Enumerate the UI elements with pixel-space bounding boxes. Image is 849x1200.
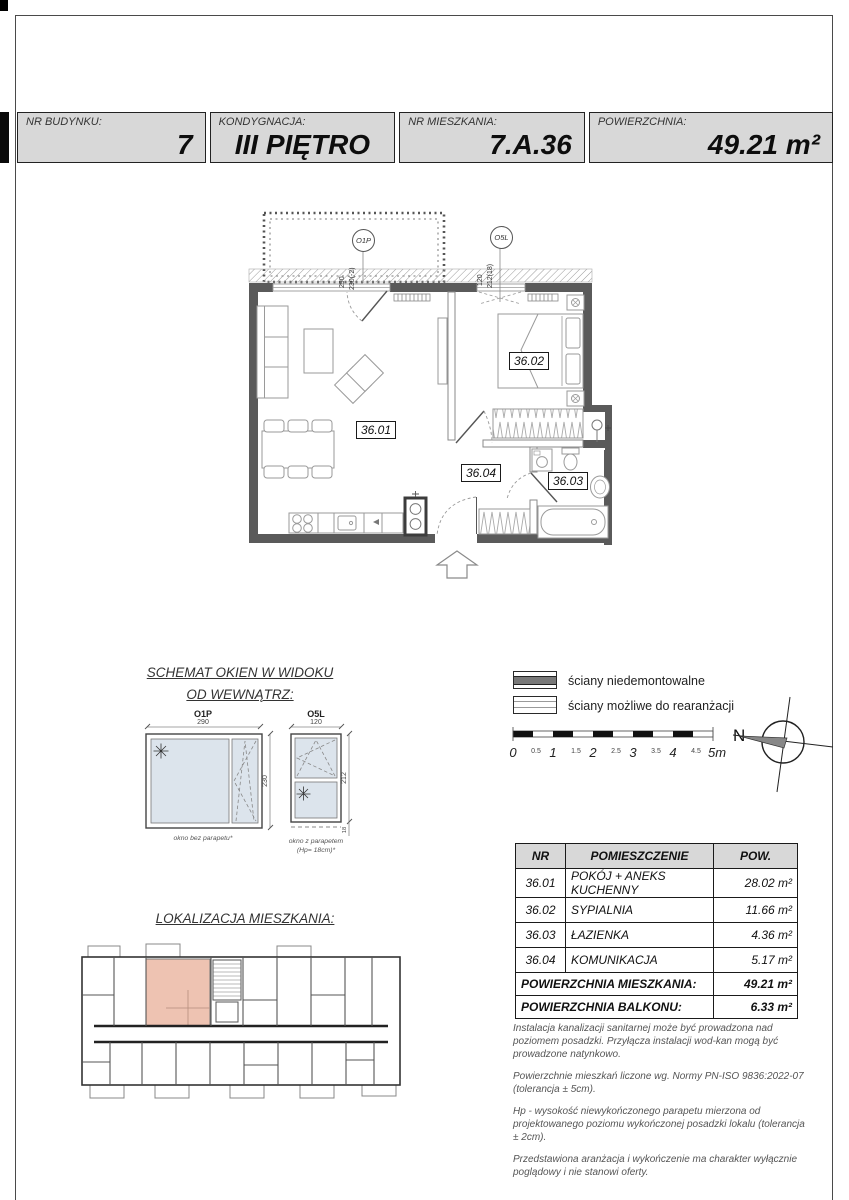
legend-label-solid-wall: ściany niedemontowalne [568,674,705,688]
window-callout-o5l: O5L [490,226,513,249]
header-cell-floor [210,112,396,163]
svg-text:18: 18 [342,826,348,834]
area-value: 49.21 m² [707,129,820,160]
location-stairwell [213,960,241,1022]
o1p-height-dim: 230(-2) [349,267,356,290]
bedroom-door [456,411,492,443]
o1p-width-dim: 290 [339,276,346,288]
scale-5m: 5m [707,745,727,760]
plumbing-shaft [405,491,426,535]
note-hp: Hp - wysokość niewykończonego parapetu mierzona od projektowanego poziomu wykończonej posadzki lokalu (tolerancja ± 2cm). [513,1106,805,1143]
scale-45: 4.5 [691,748,701,755]
print-mark-corner [0,0,8,11]
table-row [516,898,798,923]
legend-symbol-solid-wall [513,671,557,689]
table-header-row [516,844,798,869]
entrance-door [437,497,477,535]
row-nr: 36.01 [516,869,566,898]
floor-plan-drawing [230,195,650,595]
facade-hatch-band [249,269,592,282]
row-nr: 36.03 [516,923,566,948]
scale-15: 1.5 [571,748,581,755]
scale-35: 3.5 [651,748,661,755]
window-o1p [145,709,273,842]
svg-text:290: 290 [197,719,209,726]
window-callout-o1p: O1P [352,229,375,252]
col-header-room: POMIESZCZENIE [566,844,714,869]
room-label-bedroom: 36.02 [509,352,549,370]
svg-text:okno bez parapetu*: okno bez parapetu* [173,835,233,842]
scale-2: 2 [589,745,597,760]
row-nr: 36.04 [516,948,566,973]
svg-text:okno z parapetem: okno z parapetem [288,838,344,845]
svg-text:230: 230 [262,775,269,787]
scale-05: 0.5 [531,748,541,755]
window-o5l [289,709,352,854]
area-label: POWIERZCHNIA: [597,116,687,128]
header-cell-apartment [399,112,585,163]
row-name: SYPIALNIA [566,898,714,923]
scale-25: 2.5 [611,748,621,755]
room-label-living: 36.01 [356,421,396,439]
window-schematic-title-line2: OD WEWNĄTRZ: [186,686,294,702]
window-schematic-title [115,662,365,705]
summary-row-balcony [516,996,798,1019]
summary-row-apartment [516,973,798,996]
header-cell-area [589,112,833,163]
kitchen-units [289,513,403,533]
building-value: 7 [177,129,193,160]
floor-label: KONDYGNACJA: [218,116,306,128]
bathroom-fixtures [532,448,610,538]
svg-text:212: 212 [341,772,348,784]
row-name: KOMUNIKACJA [566,948,714,973]
window-schematic-title-line1: SCHEMAT OKIEN W WIDOKU [146,665,334,680]
scale-1: 1 [549,745,557,760]
row-name: ŁAZIENKA [566,923,714,948]
summary-value: 49.21 m² [714,973,798,996]
room-label-bathroom: 36.03 [548,472,588,490]
svg-text:(Hp= 18cm)*: (Hp= 18cm)* [296,847,336,854]
summary-value: 6.33 m² [714,996,798,1019]
table-row [516,948,798,973]
print-mark-header [0,112,9,163]
room-label-hall: 36.04 [461,464,501,482]
location-plan-title: LOKALIZACJA MIESZKANIA: [155,911,335,926]
row-area: 11.66 m² [714,898,798,923]
svg-text:120: 120 [310,719,322,726]
scale-bar [510,726,725,744]
row-area: 5.17 m² [714,948,798,973]
floor-value: III PIĘTRO [234,129,371,160]
balcony-door [347,291,387,321]
scale-3: 3 [629,745,637,760]
note-disclaimer: Przedstawiona aranżacja i wykończenie ma charakter wyłącznie poglądowy i nie stanowi oferty. [513,1154,798,1178]
north-label: N [733,726,746,745]
table-row [516,923,798,948]
svg-text:O5L: O5L [307,709,325,719]
header-strip [17,112,833,163]
scale-4: 4 [669,745,677,760]
location-plan-drawing [60,935,440,1110]
apartment-value: 7.A.36 [489,129,572,160]
building-label: NR BUDYNKU: [26,116,102,128]
apartment-label: NR MIESZKANIA: [408,116,497,128]
summary-label: POWIERZCHNIA MIESZKANIA: [516,973,714,996]
o5l-width-dim: 120 [477,274,484,286]
legend-label-movable-wall: ściany możliwe do rearanżacji [568,699,735,713]
row-area: 4.36 m² [714,923,798,948]
note-norm: Powierzchnie mieszkań liczone wg. Normy PN-ISO 9836:2022-07 (tolerancja ± 5cm). [513,1071,804,1095]
window-schematic-drawing [130,700,400,865]
note-sanitary: Instalacja kanalizacji sanitarnej może być prowadzona nad poziomem posadzki. Przyłącza instalacji wod-kan mogą być prowadzone natynkowo. [513,1023,779,1060]
scale-0: 0 [509,745,517,760]
summary-label: POWIERZCHNIA BALKONU: [516,996,714,1019]
living-room-furniture [257,306,447,478]
row-area: 28.02 m² [714,869,798,898]
hall-wardrobe [479,509,530,534]
legend-symbol-movable-wall [513,696,557,714]
header-cell-building [17,112,206,163]
table-row [516,869,798,898]
col-header-area: POW. [714,844,798,869]
row-nr: 36.02 [516,898,566,923]
o5l-height-dim: 212(18) [487,263,494,288]
room-area-table [515,843,798,1019]
col-header-nr: NR [516,844,566,869]
entrance-arrow [437,551,477,578]
radiators [394,294,558,301]
row-name: POKÓJ + ANEKS KUCHENNY [566,869,714,898]
location-highlighted-unit [146,959,210,1026]
svg-text:O1P: O1P [193,709,213,719]
north-arrow-icon [725,695,835,795]
footnotes [513,1022,813,1188]
